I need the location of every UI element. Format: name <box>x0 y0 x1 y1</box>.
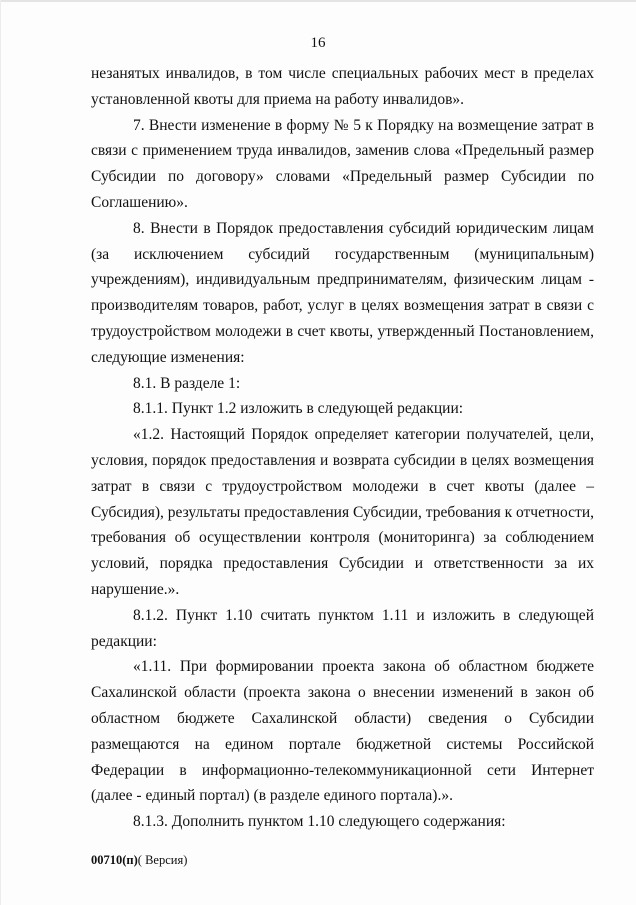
paragraph-quote-1-2: «1.2. Настоящий Порядок определяет категории получателей, цели, условия, порядок предоставления и возврата субсидии в целях возмещения затрат в связи с трудоустройством молодежи в счет квоты (далее – Субсидия), результаты предоставления Субсидии, требования к отчетности, требования об осуществлении контроля (мониторинга) за соблюдением условий, порядка предоставления Субсидии и ответственности за их нарушение.». <box>91 426 595 598</box>
footer-version: ( Версия) <box>137 853 188 867</box>
paragraph-item-8-1: 8.1. В разделе 1: <box>133 374 241 392</box>
paragraph-quote-1-11: «1.11. При формировании проекта закона об областном бюджете Сахалинской области (проекта закона о внесении изменений в закон об областном бюджете Сахалинской области) сведения о Субсидии размещаются на едином портале бюджетной системы Российской Федерации в информационно-телекоммуникационной сети Интернет (далее - единый портал) (в разделе единого портала).». <box>91 658 594 805</box>
page-footer <box>91 852 187 868</box>
paragraph-item-8: 8. Внести в Порядок предоставления субсидий юридическим лицам (за исключением субсидий государственным (муниципальным) учреждениям), индивидуальным предпринимателям, физическим лицам - производителям товаров, работ, услуг в целях возмещения затрат в связи с трудоустройством молодежи в счет квоты, утвержденный Постановлением, следующие изменения: <box>91 219 594 366</box>
document-body <box>91 61 594 835</box>
footer-document-code: 00710(п) <box>91 853 138 867</box>
paragraph-item-8-1-2: 8.1.2. Пункт 1.10 считать пунктом 1.11 и изложить в следующей редакции: <box>91 606 594 650</box>
paragraph-item-7: 7. Внести изменение в форму № 5 к Порядку на возмещение затрат в связи с применением труда инвалидов, заменив слова «Предельный размер Субсидии по договору» словами «Предельный размер Субсидии по Соглашению». <box>91 116 594 211</box>
scan-edge-top <box>0 0 636 2</box>
paragraph-item-8-1-1: 8.1.1. Пункт 1.2 изложить в следующей редакции: <box>133 400 464 418</box>
scan-edge-left <box>0 0 1 905</box>
page-number: 16 <box>310 35 326 51</box>
paragraph-continuation: незанятых инвалидов, в том числе специальных рабочих мест в пределах установленной квоты для приема на работу инвалидов». <box>91 65 594 108</box>
paragraph-item-8-1-3: 8.1.3. Дополнить пунктом 1.10 следующего содержания: <box>133 813 506 831</box>
